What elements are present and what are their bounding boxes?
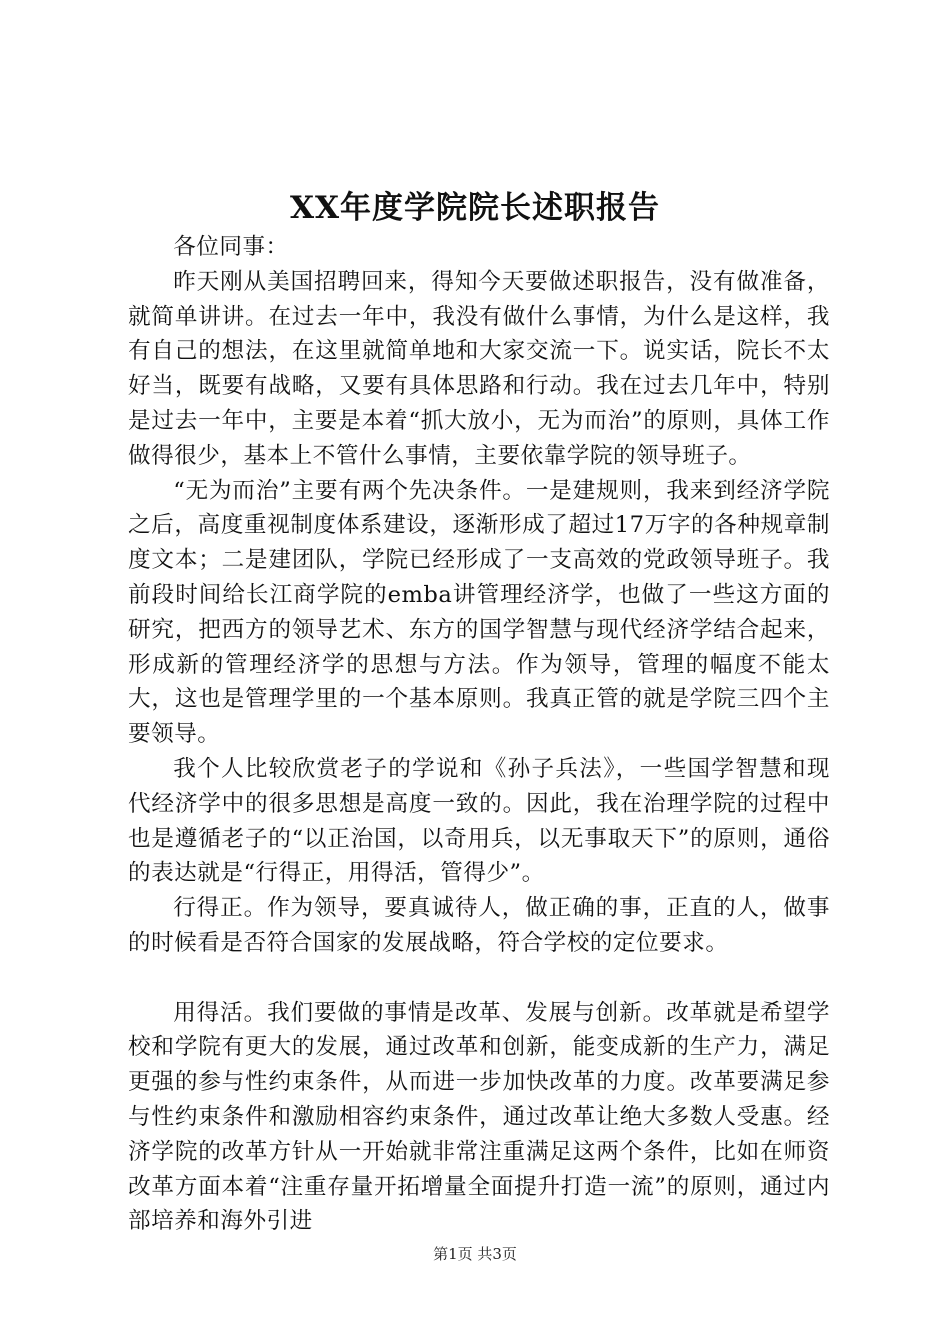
body-paragraph: 行得正。作为领导，要真诚待人，做正确的事，正直的人，做事的时候看是否符合国家的发展战略，符合学校的定位要求。 <box>128 895 830 956</box>
document-title: XX年度学院院长述职报告 <box>289 190 661 226</box>
page-number-footer: 第1页 共3页 <box>433 1245 517 1263</box>
body-paragraph: “无为而治”主要有两个先决条件。一是建规则，我来到经济学院之后，高度重视制度体系建设，逐渐形成了超过17万字的各种规章制度文本；二是建团队，学院已经形成了一支高效的党政领导班子。我前段时间给长江商学院的emba讲管理经济学，也做了一些这方面的研究，把西方的领导艺术、东方的国学智慧与现代经济学结合起来，形成新的管理经济学的思想与方法。作为领导，管理的幅度不能太大，这也是管理学里的一个基本原则。我真正管的就是学院三四个主要领导。 <box>128 477 830 748</box>
document-body <box>128 230 830 1239</box>
salutation-paragraph: 各位同事： <box>173 234 289 260</box>
body-paragraph: 用得活。我们要做的事情是改革、发展与创新。改革就是希望学校和学院有更大的发展，通过改革和创新，能变成新的生产力，满足更强的参与性约束条件，从而进一步加快改革的力度。改革要满足参与性约束条件和激励相容约束条件，通过改革让绝大多数人受惠。经济学院的改革方针从一开始就非常注重满足这两个条件，比如在师资改革方面本着“注重存量开拓增量全面提升打造一流”的原则，通过内部培养和海外引进 <box>128 999 830 1235</box>
body-paragraph: 我个人比较欣赏老子的学说和《孙子兵法》，一些国学智慧和现代经济学中的很多思想是高度一致的。因此，我在治理学院的过程中也是遵循老子的“以正治国，以奇用兵，以无事取天下”的原则，通俗的表达就是“行得正，用得活，管得少”。 <box>128 755 830 887</box>
body-paragraph: 昨天刚从美国招聘回来，得知今天要做述职报告，没有做准备，就简单讲讲。在过去一年中，我没有做什么事情，为什么是这样，我有自己的想法，在这里就简单地和大家交流一下。说实话，院长不太好当，既要有战略，又要有具体思路和行动。我在过去几年中，特别是过去一年中，主要是本着“抓大放小，无为而治”的原则，具体工作做得很少，基本上不管什么事情，主要依靠学院的领导班子。 <box>128 268 830 469</box>
